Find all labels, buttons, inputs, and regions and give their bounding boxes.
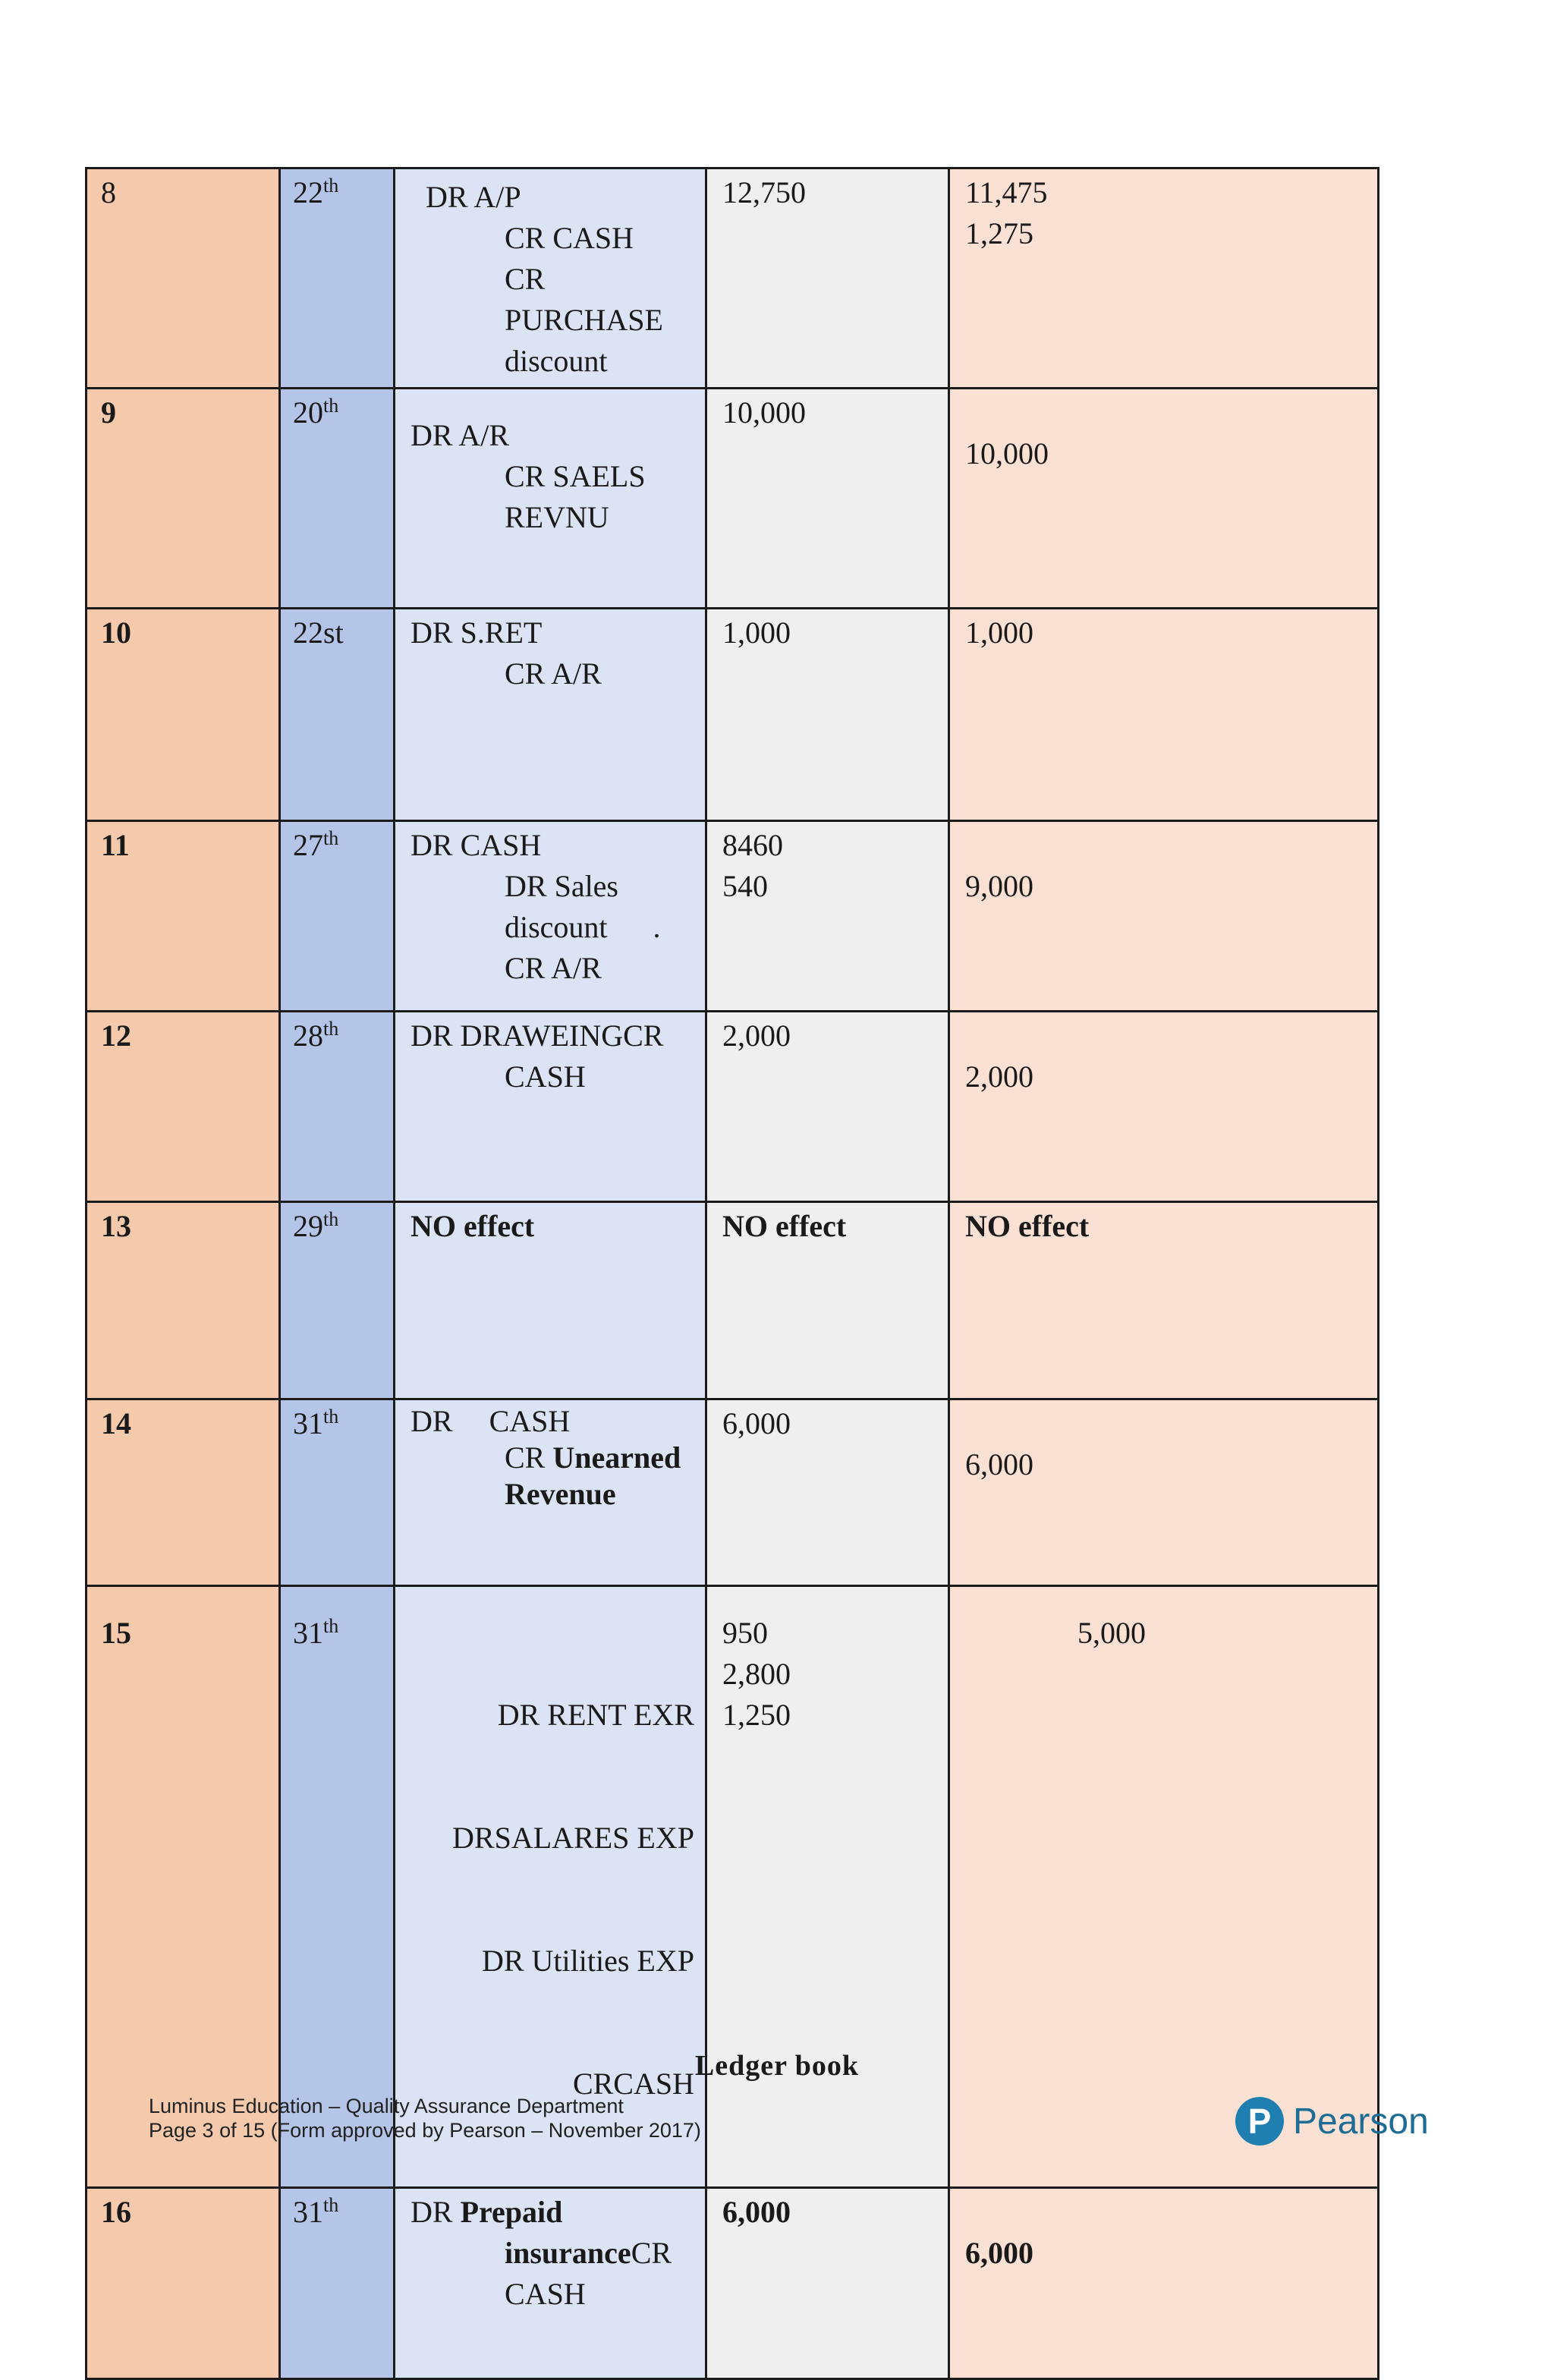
desc-line: CR Unearned — [505, 1440, 681, 1475]
credit-cell — [949, 609, 1379, 821]
pearson-logo-icon: P — [1235, 2097, 1284, 2145]
date-cell — [280, 389, 395, 609]
debit-value: 12,750 — [722, 175, 806, 209]
debit-value: 8460 — [722, 828, 783, 862]
entry-number-cell — [87, 821, 280, 1012]
debit-value: 540 — [722, 869, 768, 903]
desc-line: DR Sales — [505, 869, 618, 903]
debit-cell — [706, 821, 949, 1012]
credit-value: NO effect — [965, 1209, 1090, 1243]
credit-cell — [949, 2188, 1379, 2379]
debit-cell — [706, 1012, 949, 1202]
desc-line: PURCHASE — [505, 303, 663, 337]
desc-line: DR RENT EXR — [497, 1698, 694, 1732]
entry-number-cell — [87, 609, 280, 821]
debit-value: NO effect — [722, 1209, 847, 1243]
description-cell — [395, 821, 706, 1012]
desc-line: DR CASH — [411, 1404, 571, 1438]
entry-number-cell — [87, 168, 280, 389]
credit-cell — [949, 1202, 1379, 1399]
entry-date: 28th — [293, 1018, 339, 1053]
desc-line: DR Utilities EXP — [481, 1944, 694, 1978]
entry-number: 10 — [101, 615, 131, 650]
entry-date: 22st — [293, 615, 344, 650]
pearson-logo-text: Pearson — [1293, 2101, 1429, 2142]
credit-value: 6,000 — [965, 2236, 1033, 2270]
table-row — [87, 389, 1379, 609]
credit-value: 1,275 — [965, 216, 1033, 250]
entry-number: 12 — [101, 1018, 131, 1053]
desc-line: CR — [505, 262, 546, 296]
desc-line: NO effect — [411, 1209, 535, 1243]
entry-number: 8 — [101, 175, 116, 209]
credit-cell — [949, 821, 1379, 1012]
debit-value: 2,800 — [722, 1657, 791, 1691]
desc-line: DR A/P — [426, 180, 521, 214]
desc-line: CRCASH — [572, 2067, 694, 2101]
description-cell — [395, 2188, 706, 2379]
date-cell — [280, 1399, 395, 1586]
table-row — [87, 168, 1379, 389]
desc-line: Revenue — [505, 1477, 616, 1511]
desc-line: discount — [505, 344, 608, 378]
desc-line: DR DRAWEINGCR — [411, 1018, 664, 1053]
description-cell — [395, 168, 706, 389]
footer-org: Luminus Education – Quality Assurance Department — [149, 2095, 624, 2117]
debit-value: 1,000 — [722, 615, 791, 650]
entry-date: 29th — [293, 1208, 339, 1243]
date-cell — [280, 1012, 395, 1202]
entry-date: 22th — [293, 175, 339, 209]
date-cell — [280, 168, 395, 389]
description-cell — [395, 389, 706, 609]
credit-value: 5,000 — [1077, 1616, 1146, 1650]
footer-page-info: Page 3 of 15 (Form approved by Pearson – November 2017) — [149, 2119, 701, 2142]
entry-number: 11 — [101, 828, 130, 862]
description-cell — [395, 1012, 706, 1202]
page-title: Ledger book — [694, 2050, 860, 2082]
desc-line: CR CASH — [505, 221, 634, 255]
date-cell — [280, 1202, 395, 1399]
credit-value: 11,475 — [965, 175, 1048, 209]
table-row — [87, 1399, 1379, 1586]
table-row — [87, 2188, 1379, 2379]
description-cell — [395, 1202, 706, 1399]
debit-value: 6,000 — [722, 2195, 791, 2229]
entry-date: 20th — [293, 395, 339, 430]
description-cell — [395, 609, 706, 821]
date-cell — [280, 609, 395, 821]
debit-cell — [706, 2188, 949, 2379]
debit-value: 10,000 — [722, 395, 806, 430]
table-row — [87, 609, 1379, 821]
debit-cell — [706, 1202, 949, 1399]
desc-line: DR CASH — [411, 828, 542, 862]
credit-value: 6,000 — [965, 1447, 1033, 1481]
date-cell — [280, 2188, 395, 2379]
entry-number-cell — [87, 389, 280, 609]
table-row — [87, 1012, 1379, 1202]
desc-line: DRSALARES EXP — [452, 1821, 694, 1855]
debit-value: 6,000 — [722, 1406, 791, 1440]
credit-value: 10,000 — [965, 436, 1049, 471]
entry-number: 14 — [101, 1406, 131, 1440]
entry-number-cell — [87, 2188, 280, 2379]
desc-line: DR A/R — [411, 418, 510, 452]
debit-cell — [706, 609, 949, 821]
ledger-table — [85, 167, 1379, 2380]
desc-line: CR SAELS — [505, 459, 646, 493]
entry-date: 27th — [293, 827, 339, 862]
entry-number-cell — [87, 1012, 280, 1202]
credit-cell — [949, 1012, 1379, 1202]
debit-cell — [706, 389, 949, 609]
credit-cell — [949, 168, 1379, 389]
desc-line: CASH — [505, 1059, 586, 1094]
desc-line: DR Prepaid — [411, 2195, 563, 2229]
pearson-logo — [1235, 2095, 1429, 2148]
entry-number: 9 — [101, 395, 116, 430]
desc-line: DR S.RET — [411, 615, 543, 650]
credit-value: 9,000 — [965, 869, 1033, 903]
entry-date: 31th — [293, 1615, 339, 1650]
debit-value: 1,250 — [722, 1698, 791, 1732]
date-cell — [280, 821, 395, 1012]
credit-cell — [949, 389, 1379, 609]
desc-line: insuranceCR — [505, 2236, 672, 2270]
debit-cell — [706, 168, 949, 389]
entry-number: 13 — [101, 1209, 131, 1243]
debit-value: 950 — [722, 1616, 768, 1650]
table-row — [87, 1202, 1379, 1399]
entry-number-cell — [87, 1202, 280, 1399]
credit-value: 1,000 — [965, 615, 1033, 650]
desc-line: CR A/R — [505, 656, 602, 691]
desc-line: CR A/R — [505, 951, 602, 985]
desc-line: discount . — [505, 910, 661, 944]
debit-value: 2,000 — [722, 1018, 791, 1053]
desc-line: REVNU — [505, 500, 609, 534]
description-cell — [395, 1399, 706, 1586]
debit-cell — [706, 1399, 949, 1586]
credit-cell — [949, 1399, 1379, 1586]
entry-date: 31th — [293, 1406, 339, 1440]
table-row — [87, 821, 1379, 1012]
entry-number: 15 — [101, 1616, 131, 1650]
entry-number-cell — [87, 1399, 280, 1586]
debit-cell — [706, 1586, 949, 2188]
credit-value: 2,000 — [965, 1059, 1033, 1094]
entry-date: 31th — [293, 2194, 339, 2229]
desc-line: CASH — [505, 2277, 586, 2311]
entry-number: 16 — [101, 2195, 131, 2229]
